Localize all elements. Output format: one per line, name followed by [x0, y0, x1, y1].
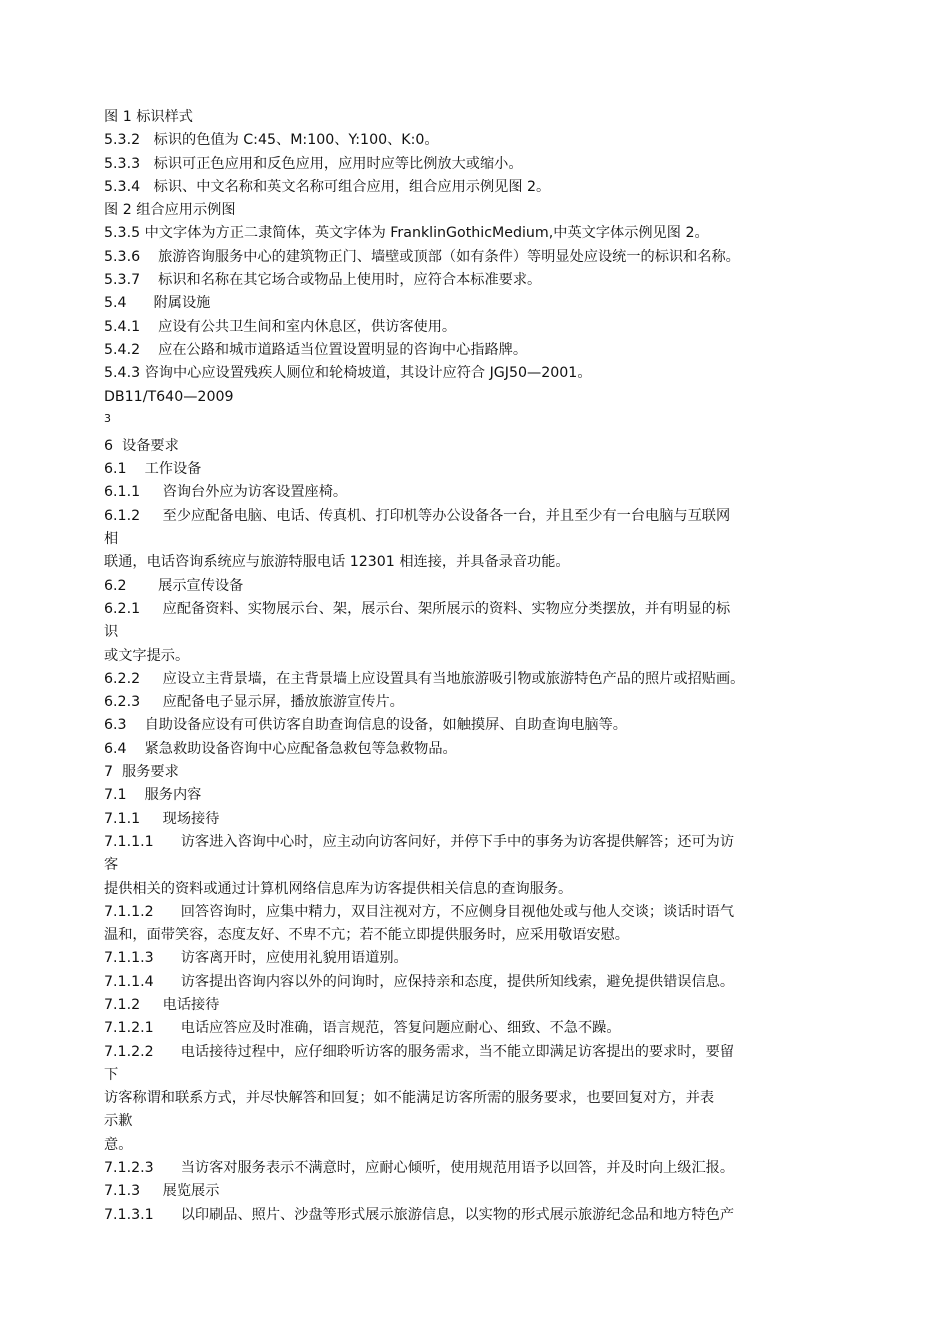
text-line: 7.1.2.3 当访客对服务表示不满意时，应耐心倾听，使用规范用语予以回答，并及时向上级汇报。 [104, 1160, 735, 1177]
text-line: 图 1 标识样式 [104, 109, 193, 125]
page-number: 3 [104, 411, 111, 425]
text-line: 7.1.1 现场接待 [104, 810, 220, 827]
section-heading: 6 设备要求 [104, 437, 179, 454]
text-line: 访客称谓和联系方式，并尽快解答和回复；如不能满足访客所需的服务要求，也要回复对方，并表 [104, 1090, 715, 1107]
text-line: 提供相关的资料或通过计算机网络信息库为访客提供相关信息的查询服务。 [104, 880, 573, 897]
text-line: 7.1.1.3 访客离开时，应使用礼貌用语道别。 [104, 950, 408, 967]
text-line: 联通，电话咨询系统应与旅游特服电话 12301 相连接，并具备录音功能。 [104, 554, 570, 571]
text-line: 意。 [104, 1136, 133, 1153]
text-line: 5.3.2 标识的色值为 C:45、M:100、Y:100、K:0。 [104, 132, 439, 149]
text-line: 下 [104, 1066, 119, 1083]
text-line: 5.4 附属设施 [104, 295, 211, 312]
text-line: 5.3.5 中文字体为方正二隶简体，英文字体为 FranklinGothicMedium,中英文字体示例见图 2。 [104, 225, 709, 242]
text-line: 6.2.1 应配备资料、实物展示台、架，展示台、架所展示的资料、实物应分类摆放，并有明显的标 [104, 600, 731, 617]
text-line: 7.1.2.1 电话应答应及时准确，语言规范，答复问题应耐心、细致、不急不躁。 [104, 1020, 621, 1037]
text-line: 5.4.3 咨询中心应设置残疾人厕位和轮椅坡道，其设计应符合 JGJ50—2001。 [104, 365, 592, 382]
text-line: 5.3.6 旅游咨询服务中心的建筑物正门、墙壁或顶部（如有条件）等明显处应设统一的标识和名称。 [104, 248, 740, 265]
text-line: 7.1.2.2 电话接待过程中，应仔细聆听访客的服务需求，当不能立即满足访客提出的要求时，要留 [104, 1043, 735, 1060]
text-line: 图 2 组合应用示例图 [104, 202, 236, 219]
text-line: 7.1.1.1 访客进入咨询中心时，应主动向访客问好，并停下手中的事务为访客提供解答；还可为访 [104, 833, 735, 850]
section-heading: 7 服务要求 [104, 764, 179, 781]
text-line: 7.1.1.4 访客提出咨询内容以外的问询时，应保持亲和态度，提供所知线索，避免提供错误信息。 [104, 973, 735, 990]
text-line: 5.3.3 标识可正色应用和反色应用，应用时应等比例放大或缩小。 [104, 155, 523, 172]
text-line: 温和，面带笑容，态度友好、不卑不亢；若不能立即提供服务时，应采用敬语安慰。 [104, 927, 629, 944]
header-code: DB11/T640—2009 [104, 388, 234, 405]
text-line: 6.3 自助设备应设有可供访客自助查询信息的设备，如触摸屏、自助查询电脑等。 [104, 717, 627, 734]
text-line: 6.2 展示宣传设备 [104, 577, 244, 594]
text-line: 6.1.1 咨询台外应为访客设置座椅。 [104, 484, 348, 501]
text-line: 7.1.2 电话接待 [104, 996, 220, 1013]
text-line: 识 [104, 624, 119, 641]
text-line: 客 [104, 857, 119, 874]
text-line: 6.1.2 至少应配备电脑、电话、传真机、打印机等办公设备各一台，并且至少有一台电脑与互联网 [104, 507, 731, 524]
text-line: 或文字提示。 [104, 647, 190, 664]
text-line: 7.1 服务内容 [104, 787, 202, 804]
text-line: 6.4 紧急救助设备咨询中心应配备急救包等急救物品。 [104, 740, 457, 757]
document-body [104, 106, 864, 1227]
text-line: 5.4.2 应在公路和城市道路适当位置设置明显的咨询中心指路牌。 [104, 341, 528, 358]
text-line: 6.2.3 应配备电子显示屏，播放旅游宣传片。 [104, 694, 404, 711]
text-line: 相 [104, 531, 119, 548]
text-line: 7.1.3.1 以印刷品、照片、沙盘等形式展示旅游信息，以实物的形式展示旅游纪念品和地方特色产 [104, 1206, 735, 1223]
text-line: 5.3.4 标识、中文名称和英文名称可组合应用，组合应用示例见图 2。 [104, 178, 551, 195]
text-line: 6.2.2 应设立主背景墙，在主背景墙上应设置具有当地旅游吸引物或旅游特色产品的照片或招贴画。 [104, 670, 745, 687]
text-line: 6.1 工作设备 [104, 461, 202, 478]
text-line: 7.1.3 展览展示 [104, 1183, 220, 1200]
text-line: 5.3.7 标识和名称在其它场合或物品上使用时，应符合本标准要求。 [104, 272, 542, 289]
text-line: 7.1.1.2 回答咨询时，应集中精力，双目注视对方，不应侧身目视他处或与他人交谈；谈话时语气 [104, 903, 735, 920]
text-line: 示歉 [104, 1113, 133, 1130]
text-line: 5.4.1 应设有公共卫生间和室内休息区，供访客使用。 [104, 318, 457, 335]
